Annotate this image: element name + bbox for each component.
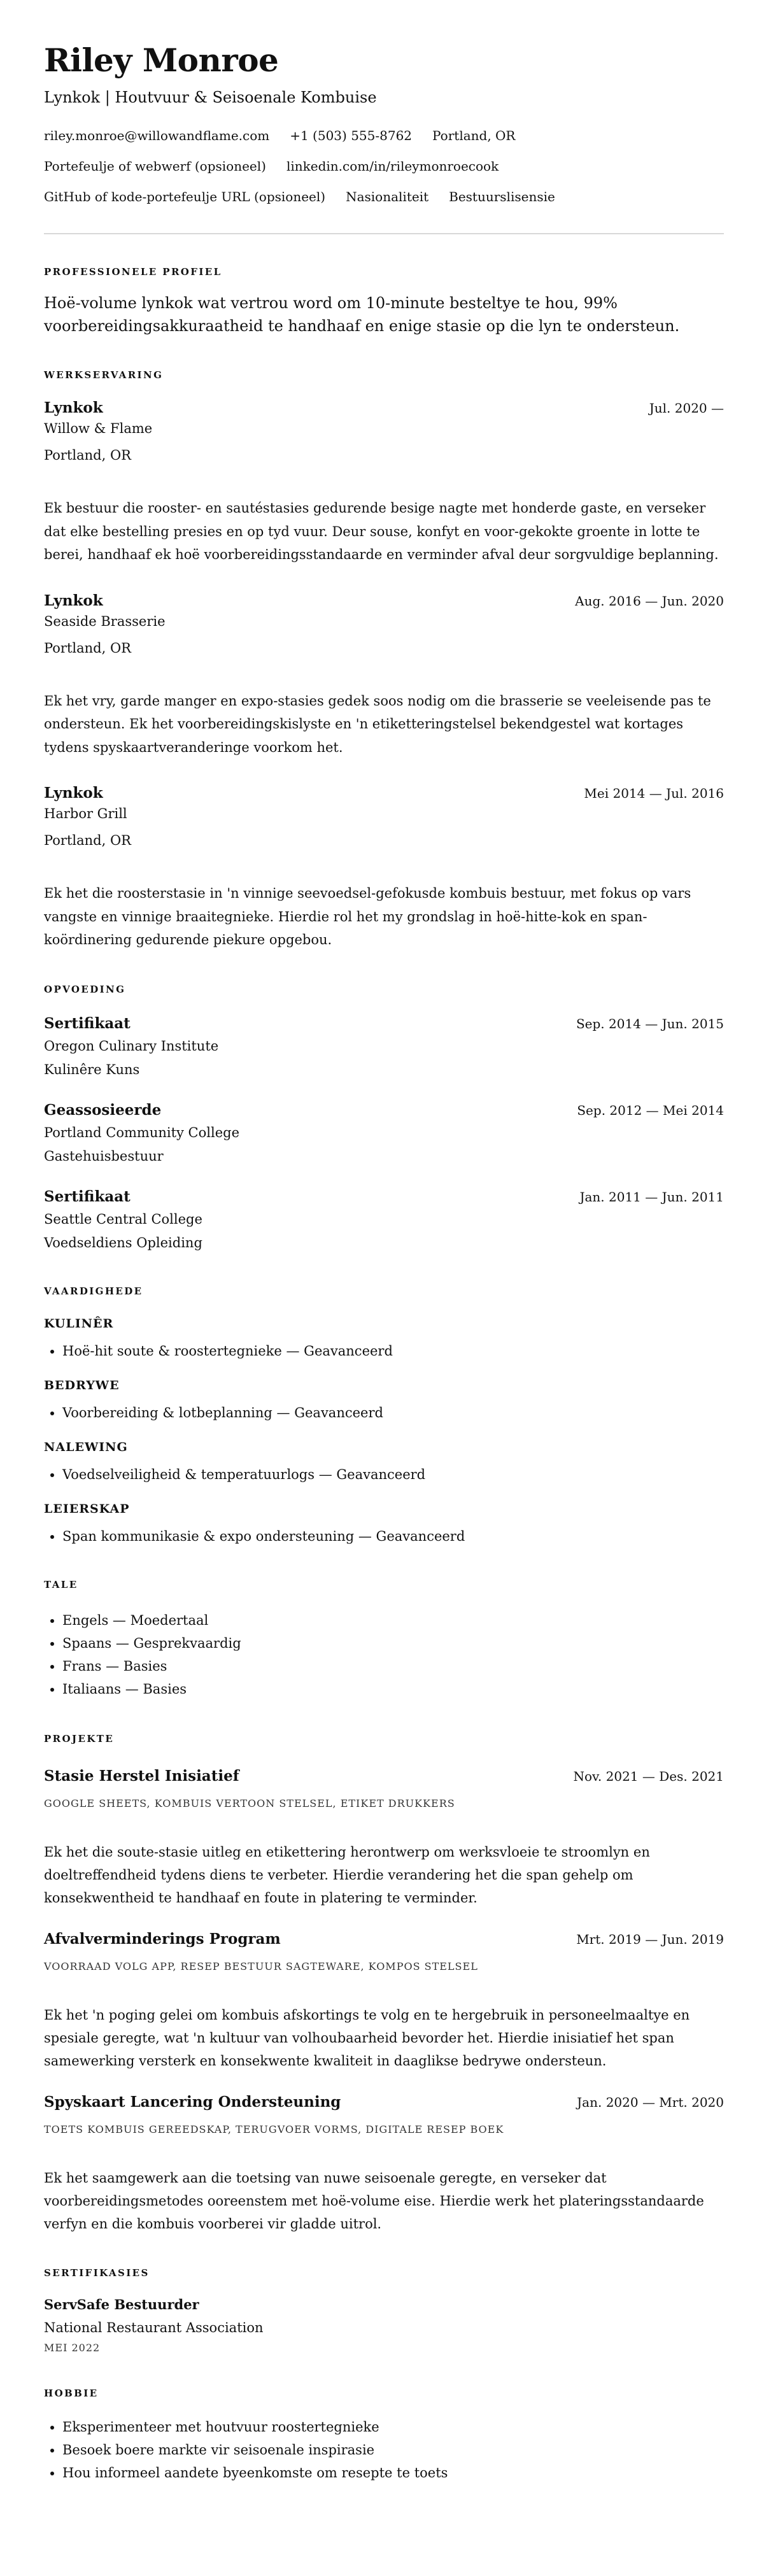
job-location: Portland, OR	[44, 640, 131, 656]
experience-list	[44, 399, 724, 952]
job-location: Portland, OR	[44, 833, 131, 848]
job-company: Willow & Flame	[44, 421, 153, 436]
education-entry	[44, 1101, 724, 1167]
job-description: Ek het die roosterstasie in 'n vinnige seevoedsel-gefokusde kombuis bestuur, met fokus op vars vangste en vinnige braaitegnieke. Hierdie rol het my grondslag in hoë-hitte-kok en span-koördinering gedurende piekure opgebou.	[44, 886, 691, 947]
skill-item: • Hoë-hit soute & roostertegnieke — Geavanceerd	[62, 1340, 724, 1362]
profile-summary: Hoë-volume lynkok wat vertrou word om 10-minute besteltye te hou, 99% voorbereidingsakkuraatheid te handhaaf en enige stasie op die lyn te ondersteun.	[44, 294, 680, 335]
contact-email[interactable]: riley.monroe@willowandflame.com	[44, 128, 270, 143]
project-tools: GOOGLE SHEETS, KOMBUIS VERTOON STELSEL, ETIKET DRUKKERS	[44, 1797, 455, 1809]
skill-category: LEIERSKAP	[44, 1501, 130, 1516]
section-heading-certifications: SERTIFIKASIES	[44, 2267, 150, 2279]
project-dates: Nov. 2021 — Des. 2021	[573, 1768, 724, 1784]
skill-items	[44, 1525, 724, 1547]
skill-items	[44, 1464, 724, 1485]
project-title: Afvalverminderings Program	[44, 1930, 281, 1948]
contact-row	[44, 181, 724, 212]
contact-row	[44, 151, 724, 181]
degree: Sertifikaat	[44, 1187, 131, 1205]
education-entry	[44, 1187, 724, 1254]
section-heading-profile: PROFESSIONELE PROFIEL	[44, 266, 222, 278]
contact-github[interactable]: GitHub of kode-portefeulje URL (opsioneel)	[44, 189, 326, 204]
job-dates: Aug. 2016 — Jun. 2020	[575, 593, 724, 609]
degree: Geassosieerde	[44, 1101, 162, 1119]
education-dates: Jan. 2011 — Jun. 2011	[579, 1189, 724, 1205]
section-heading-skills: VAARDIGHEDE	[44, 1285, 143, 1297]
project-entry	[44, 1930, 724, 2072]
job-title: Lynkok	[44, 399, 103, 416]
job-company: Seaside Brasserie	[44, 613, 166, 629]
skill-items	[44, 1402, 724, 1424]
education-entry	[44, 1014, 724, 1080]
degree: Sertifikaat	[44, 1014, 131, 1032]
project-tools: TOETS KOMBUIS GEREEDSKAP, TERUGVOER VORMS, DIGITALE RESEP BOEK	[44, 2123, 504, 2135]
contact-linkedin[interactable]: linkedin.com/in/rileymonroecook	[286, 159, 499, 174]
section-heading-education: OPVOEDING	[44, 983, 126, 995]
projects-list	[44, 1767, 724, 2235]
contact-row	[44, 120, 724, 151]
project-header	[44, 1930, 724, 1949]
resume	[0, 41, 764, 2484]
job-entry	[44, 784, 724, 952]
section-heading-experience: WERKSERVARING	[44, 369, 164, 381]
section-heading-hobbies: HOBBIE	[44, 2387, 99, 2399]
hobbies-list	[44, 2416, 724, 2484]
job-header	[44, 784, 724, 803]
project-entry	[44, 2093, 724, 2235]
language-item: • Engels — Moedertaal	[62, 1609, 724, 1632]
skill-items	[44, 1340, 724, 1362]
contact-location: Portland, OR	[432, 128, 516, 143]
school: Portland Community College	[44, 1124, 240, 1140]
job-entry	[44, 399, 724, 567]
hobby-item: • Eksperimenteer met houtvuur roostertegnieke	[62, 2416, 724, 2438]
language-item: • Spaans — Gesprekvaardig	[62, 1632, 724, 1655]
skill-category: NALEWING	[44, 1440, 128, 1454]
job-dates: Mei 2014 — Jul. 2016	[584, 786, 724, 801]
skill-category: KULINÊR	[44, 1316, 114, 1331]
candidate-headline: Lynkok | Houtvuur & Seisoenale Kombuise	[44, 88, 377, 106]
project-description: Ek het die soute-stasie uitleg en etikettering herontwerp om werksvloeie te stroomlyn en doeltreffendheid tydens diens te verbeter. Hierdie verandering het die span gehelp om konsekwentheid te handhaaf en foute in platering te verminder.	[44, 1844, 650, 1906]
education-dates: Sep. 2012 — Mei 2014	[577, 1102, 724, 1118]
education-header	[44, 1101, 724, 1120]
skills-list	[44, 1314, 724, 1547]
skill-item: • Voorbereiding & lotbeplanning — Geavanceerd	[62, 1402, 724, 1424]
section-heading-projects: PROJEKTE	[44, 1732, 115, 1744]
hobby-item: • Besoek boere markte vir seisoenale inspirasie	[62, 2438, 724, 2461]
job-location: Portland, OR	[44, 448, 131, 463]
education-header	[44, 1187, 724, 1207]
language-item: • Italiaans — Basies	[62, 1678, 724, 1701]
certification-name: ServSafe Bestuurder	[44, 2296, 199, 2312]
project-entry	[44, 1767, 724, 1909]
project-title: Spyskaart Lancering Ondersteuning	[44, 2093, 341, 2111]
education-dates: Sep. 2014 — Jun. 2015	[576, 1016, 724, 1031]
job-description: Ek bestuur die rooster- en sautéstasies gedurende besige nagte met honderde gaste, en verseker dat elke bestelling presies en op tyd vuur. Deur souse, konfyt en voor-gekokte groente in lotte te berei, handhaaf ek hoë voorbereidingsstandaarde en verminder afval deur sorgvuldige beplanning.	[44, 500, 719, 562]
certification-date: MEI 2022	[44, 2341, 101, 2354]
education-list	[44, 1014, 724, 1254]
job-description: Ek het vry, garde manger en expo-stasies gedek soos nodig om die brasserie se veeleisende pas te ondersteun. Ek het voorbereidingskislyste en 'n etiketteringstelsel bekendgestel wat kortages tydens spyskaartveranderinge voorkom het.	[44, 693, 711, 755]
field-of-study: Gastehuisbestuur	[44, 1148, 164, 1164]
project-dates: Mrt. 2019 — Jun. 2019	[576, 1931, 724, 1947]
school: Seattle Central College	[44, 1211, 202, 1227]
section-heading-languages: TALE	[44, 1578, 78, 1590]
project-header	[44, 2093, 724, 2112]
contact-phone[interactable]: +1 (503) 555-8762	[290, 128, 413, 143]
skill-category: BEDRYWE	[44, 1378, 120, 1392]
project-header	[44, 1767, 724, 1786]
job-dates: Jul. 2020 —	[649, 400, 724, 416]
education-header	[44, 1014, 724, 1033]
language-item: • Frans — Basies	[62, 1655, 724, 1678]
skill-item: • Voedselveiligheid & temperatuurlogs — Geavanceerd	[62, 1464, 724, 1485]
job-header	[44, 399, 724, 418]
job-entry	[44, 591, 724, 760]
project-tools: VOORRAAD VOLG APP, RESEP BESTUUR SAGTEWARE, KOMPOS STELSEL	[44, 1960, 478, 1972]
project-title: Stasie Herstel Inisiatief	[44, 1767, 239, 1785]
certifications-list	[44, 2295, 724, 2356]
languages-list	[44, 1609, 724, 1701]
header-divider	[44, 233, 724, 234]
contact-nationality: Nasionaliteit	[346, 189, 429, 204]
job-header	[44, 591, 724, 611]
field-of-study: Kulinêre Kuns	[44, 1061, 140, 1077]
hobby-item: • Hou informeel aandete byeenkomste om resepte te toets	[62, 2461, 724, 2484]
project-description: Ek het 'n poging gelei om kombuis afskortings te volg en te hergebruik in personeelmaaltye en spesiale geregte, wat 'n kultuur van volhoubaarheid bevorder het. Hierdie inisiatief het span samewerking versterk en konsekwente kwaliteit in daaglikse bedrywe ondersteun.	[44, 2007, 690, 2069]
project-dates: Jan. 2020 — Mrt. 2020	[577, 2094, 724, 2110]
skill-item: • Span kommunikasie & expo ondersteuning — Geavanceerd	[62, 1525, 724, 1547]
field-of-study: Voedseldiens Opleiding	[44, 1235, 202, 1250]
project-description: Ek het saamgewerk aan die toetsing van nuwe seisoenale geregte, en verseker dat voorbereidingsmetodes ooreenstem met hoë-volume eise. Hierdie werk het plateringsstandaarde verfyn en die kombuis voorberei vir gladde uitrol.	[44, 2170, 704, 2232]
job-company: Harbor Grill	[44, 806, 127, 821]
certification-issuer: National Restaurant Association	[44, 2319, 264, 2335]
contact-drivers-license: Bestuurslisensie	[449, 189, 555, 204]
contact-portfolio[interactable]: Portefeulje of webwerf (opsioneel)	[44, 159, 266, 174]
job-title: Lynkok	[44, 591, 103, 609]
candidate-name: Riley Monroe	[44, 41, 279, 79]
job-title: Lynkok	[44, 784, 103, 802]
school: Oregon Culinary Institute	[44, 1038, 219, 1054]
